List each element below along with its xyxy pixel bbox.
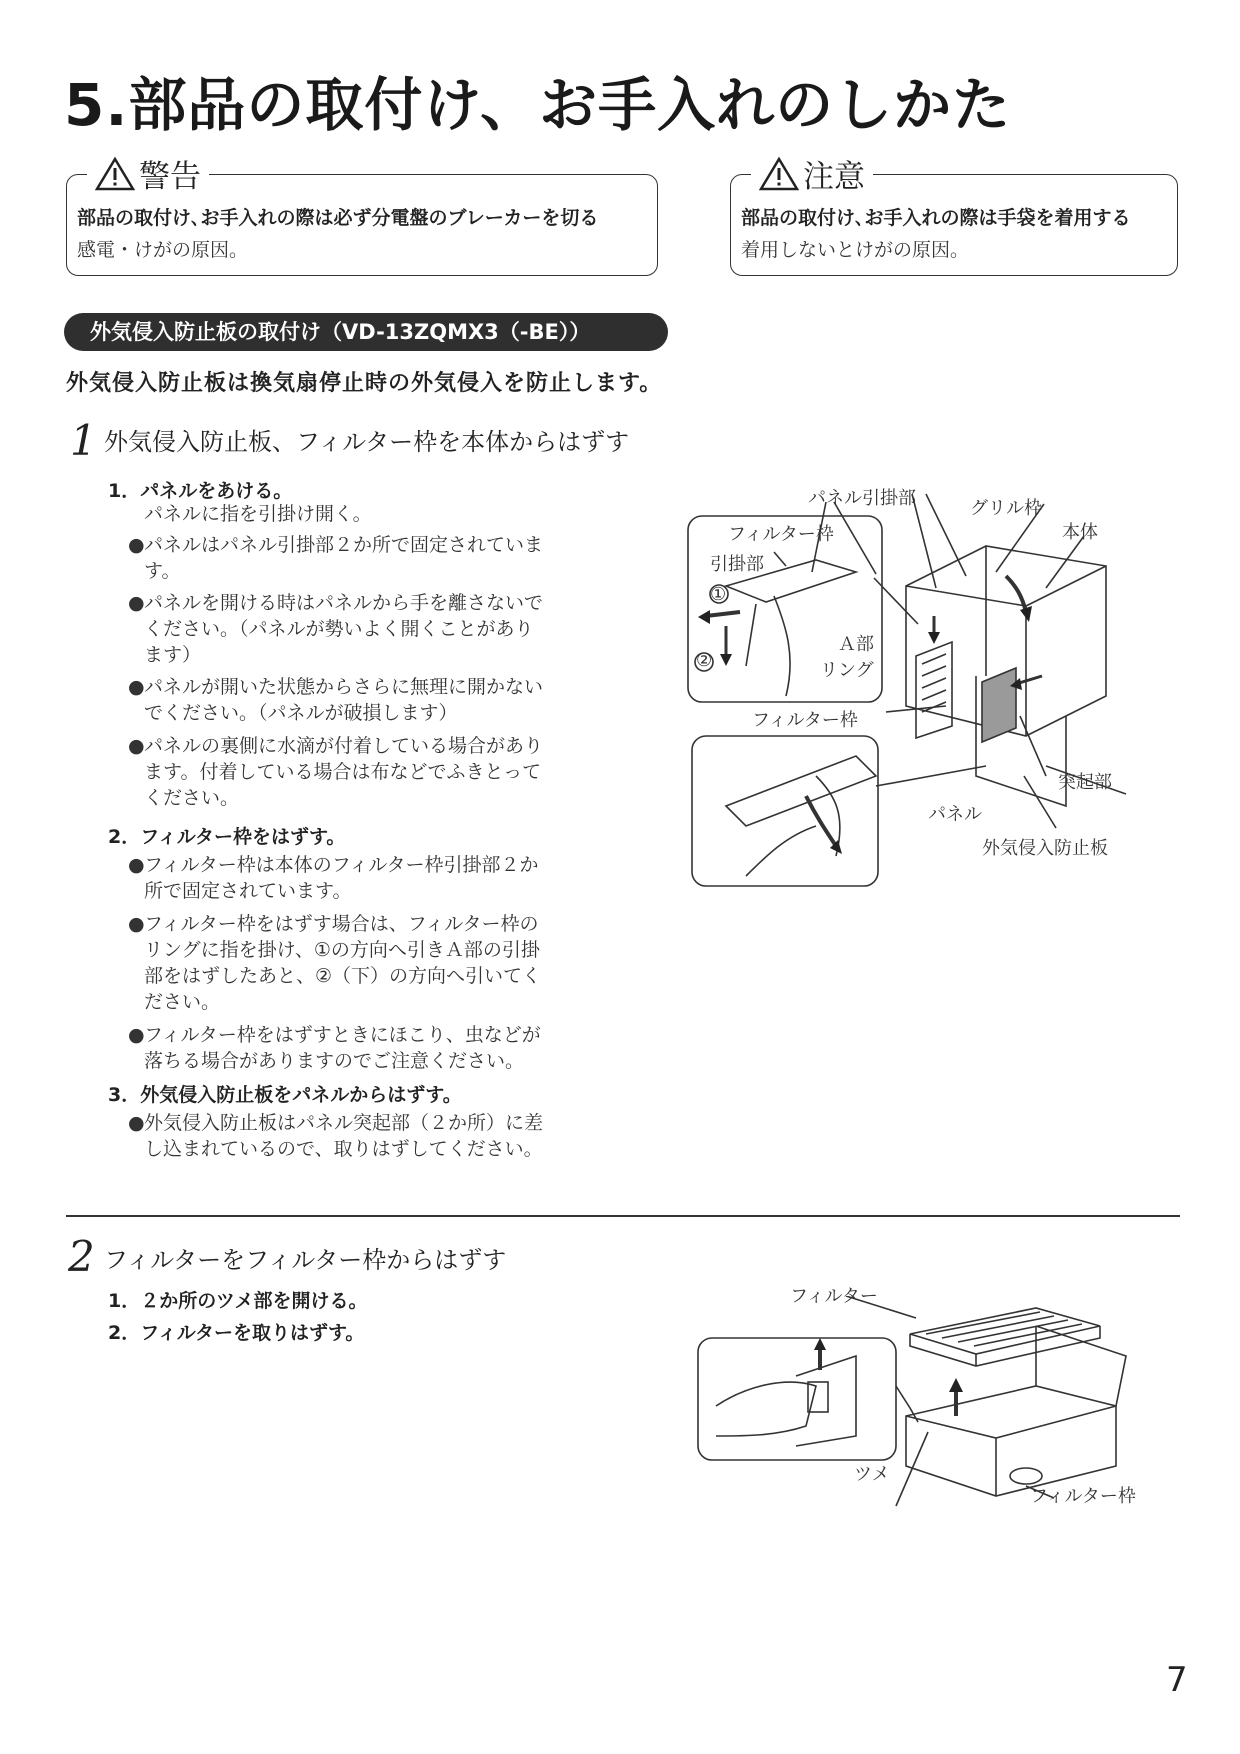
bullet-line: パネルを開ける時はパネルから手を離さないで bbox=[144, 592, 544, 614]
bullet-dot: ● bbox=[128, 735, 145, 757]
step1-sub1-text: パネルに指を引掛け開く。 bbox=[144, 503, 372, 525]
step1-sub2: 2．フィルター枠をはずす。 bbox=[108, 826, 346, 848]
bullet-line: フィルター枠をはずすときにほこり、虫などが bbox=[144, 1024, 541, 1046]
bullet-line: 外気侵入防止板はパネル突起部（２か所）に差 bbox=[144, 1112, 544, 1134]
label-filter-frame-inset: フィルター枠 bbox=[728, 524, 834, 545]
label-circle-2: ② bbox=[696, 650, 713, 671]
bullet-line: ます。付着している場合は布などでふきとって bbox=[144, 761, 542, 783]
label-hook: 引掛部 bbox=[710, 554, 764, 575]
section-divider bbox=[66, 1215, 1180, 1217]
step2-sub1: 1．２か所のツメ部を開ける。 bbox=[108, 1290, 368, 1312]
bullet-item bbox=[128, 590, 624, 668]
label-filter: フィルター bbox=[790, 1286, 878, 1307]
warning-bold: 部品の取付け､お手入れの際は必ず分電盤のブレーカーを切る bbox=[77, 207, 599, 229]
bullet-item bbox=[128, 674, 624, 726]
bullet-line: 落ちる場合がありますのでご注意ください。 bbox=[144, 1050, 525, 1072]
bullet-line: パネルの裏側に水滴が付着している場合があり bbox=[144, 735, 544, 757]
caution-heading-text: 注意 bbox=[803, 159, 865, 195]
label-panel-hook: パネル引掛部 bbox=[808, 488, 916, 509]
bullet-item bbox=[128, 852, 624, 904]
label-a-part: Ａ部 bbox=[838, 634, 874, 655]
bullet-dot: ● bbox=[128, 676, 145, 698]
caution-text: 着用しないとけがの原因。 bbox=[741, 239, 970, 261]
label-panel: パネル bbox=[928, 804, 982, 825]
bullet-item bbox=[128, 911, 624, 1015]
step2-number: 2 bbox=[68, 1232, 95, 1281]
bullet-dot: ● bbox=[128, 592, 145, 614]
page-title: 5.部品の取付け、お手入れのしかた bbox=[64, 71, 1012, 139]
warning-triangle-icon bbox=[95, 156, 135, 192]
bullet-line: 所で固定されています。 bbox=[144, 880, 352, 902]
bullet-line: フィルター枠をはずす場合は、フィルター枠の bbox=[144, 913, 539, 935]
label-tab: ツメ bbox=[854, 1464, 890, 1485]
bullet-item bbox=[128, 1110, 624, 1162]
warning-box bbox=[66, 159, 658, 276]
step2-sub2: 2．フィルターを取りはずす。 bbox=[108, 1322, 365, 1344]
warning-text: 感電・けがの原因。 bbox=[77, 239, 249, 261]
bullet-item bbox=[128, 532, 624, 584]
step1-title: 外気侵入防止板、フィルター枠を本体からはずす bbox=[104, 428, 630, 456]
step1-sub1: 1．パネルをあける。 bbox=[108, 480, 293, 502]
label-ring: リング bbox=[820, 660, 874, 681]
caution-triangle-icon bbox=[759, 156, 799, 192]
section-heading-pill: 外気侵入防止板の取付け（VD-13ZQMX3（-BE）） bbox=[64, 313, 668, 351]
bullet-line: し込まれているので、取りはずしてください。 bbox=[144, 1138, 543, 1160]
bullet-line: でください。（パネルが破損します） bbox=[144, 702, 458, 724]
step1-number: 1 bbox=[70, 416, 97, 465]
bullet-item bbox=[128, 733, 624, 811]
bullet-dot: ● bbox=[128, 913, 145, 935]
bullet-line: ください。（パネルが勢いよく開くことがあり bbox=[144, 618, 534, 640]
warning-heading bbox=[87, 151, 209, 196]
caution-bold: 部品の取付け､お手入れの際は手袋を着用する bbox=[741, 207, 1131, 229]
label-circle-1: ① bbox=[710, 584, 727, 605]
page-number: 7 bbox=[1166, 1660, 1188, 1700]
label-filter-frame-2: フィルター枠 bbox=[1030, 1486, 1136, 1507]
bullet-line: ださい。 bbox=[144, 991, 221, 1013]
bullet-dot: ● bbox=[128, 1024, 145, 1046]
warning-heading-text: 警告 bbox=[139, 159, 201, 195]
label-grill-frame: グリル枠 bbox=[970, 498, 1042, 519]
bullet-line: リングに指を掛け、①の方向へ引きＡ部の引掛 bbox=[144, 939, 540, 961]
bullet-dot: ● bbox=[128, 534, 145, 556]
step2-title: フィルターをフィルター枠からはずす bbox=[104, 1246, 507, 1274]
bullet-item bbox=[128, 1022, 624, 1074]
bullet-dot: ● bbox=[128, 1112, 145, 1134]
bullet-line: す。 bbox=[144, 560, 181, 582]
bullet-line: パネルはパネル引掛部２か所で固定されていま bbox=[144, 534, 544, 556]
bullet-line: パネルが開いた状態からさらに無理に開かない bbox=[144, 676, 544, 698]
label-body: 本体 bbox=[1062, 522, 1098, 543]
label-protrusion: 突起部 bbox=[1058, 772, 1112, 793]
intro-text: 外気侵入防止板は換気扇停止時の外気侵入を防止します。 bbox=[66, 371, 663, 396]
bullet-dot: ● bbox=[128, 854, 145, 876]
bullet-line: ください。 bbox=[144, 787, 240, 809]
bullet-line: 部をはずしたあと、②（下）の方向へ引いてく bbox=[144, 965, 542, 987]
bullet-line: フィルター枠は本体のフィルター枠引掛部２か bbox=[144, 854, 539, 876]
caution-box bbox=[730, 159, 1178, 276]
bullet-line: ます） bbox=[144, 644, 202, 666]
label-plate: 外気侵入防止板 bbox=[982, 838, 1108, 859]
step1-sub3: 3．外気侵入防止板をパネルからはずす。 bbox=[108, 1084, 462, 1106]
caution-heading bbox=[751, 151, 873, 196]
label-filter-frame: フィルター枠 bbox=[752, 710, 858, 731]
